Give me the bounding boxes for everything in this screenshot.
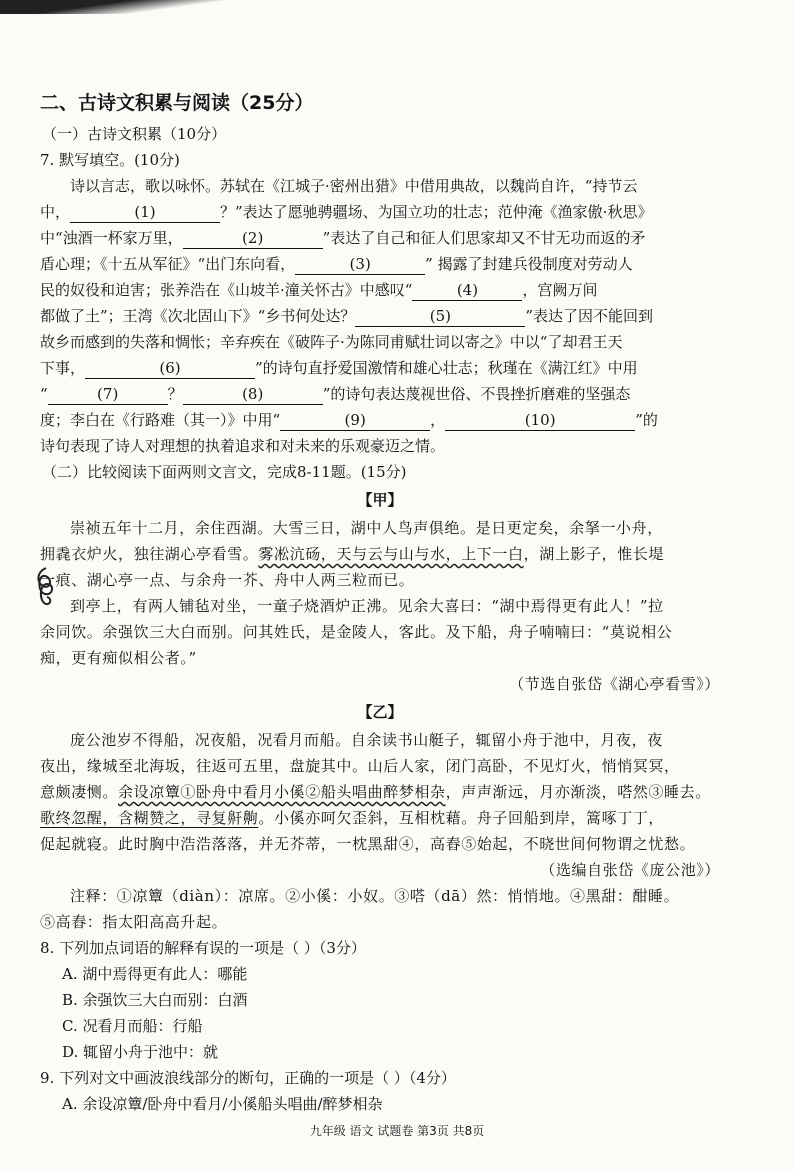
q7-line: 都做了土”；王湾《次北固山下》“乡书何处达？ (5) ”表达了因不能回到 xyxy=(40,307,654,325)
passage-line: 一痕、湖心亭一点、与余舟一芥、舟中人两三粒而已。 xyxy=(40,571,415,589)
blank-3[interactable]: (3) xyxy=(295,254,425,275)
part2-title: （二）比较阅读下面两则文言文，完成8-11题。(15分) xyxy=(42,463,407,481)
q7-line: 中“浊酒一杯家万里， (2) ”表达了自己和征人们思家却又不甘无功而返的矛 xyxy=(40,229,646,247)
blank-5[interactable]: (5) xyxy=(355,306,525,327)
q7-line: 诗句表现了诗人对理想的执着追求和对未来的乐观豪迈之情。 xyxy=(40,437,446,455)
blank-10[interactable]: (10) xyxy=(445,410,635,431)
q7-line: “ (7) ？ (8) ”的诗句表达蔑视世俗、不畏挫折磨难的坚强态 xyxy=(40,385,631,403)
passage-line: 歌终忽醒，含糊赞之，寻复鼾齁。小傒亦呵欠歪斜，互相枕藉。舟子回船到岸，篙啄丁丁， xyxy=(40,809,665,827)
q7-line: 度；李白在《行路难（其一）》中用“ (9) ， (10) ”的 xyxy=(40,411,658,429)
exam-page xyxy=(40,88,720,1117)
pen-scribble-mark xyxy=(33,564,59,614)
passage-line: 到亭上，有两人铺毡对坐，一童子烧酒炉正沸。见余大喜曰：“湖中焉得更有此人！”拉 xyxy=(70,597,664,615)
blank-1[interactable]: (1) xyxy=(70,202,220,223)
passage-yi xyxy=(40,727,720,935)
q7-line: 诗以言志，歌以咏怀。苏轼在《江城子·密州出猎》中借用典故，以魏尚自许，“持节云 xyxy=(70,177,638,195)
passage-line: 拥毳衣炉火，独往湖心亭看雪。雾凇沆砀，天与云与山与水，上下一白，湖上影子，惟长堤 xyxy=(40,545,665,563)
passage-jia xyxy=(40,515,720,697)
blank-6[interactable]: (6) xyxy=(85,358,255,379)
q8-stem: 8. 下列加点词语的解释有误的一项是（ ）（3分） xyxy=(40,939,366,957)
q7-line: 民的奴役和迫害；张养浩在《山坡羊·潼关怀古》中感叹“ (4) ，宫阙万间 xyxy=(40,281,598,299)
q8-option-a[interactable]: A. 湖中焉得更有此人：哪能 xyxy=(62,965,248,983)
passage-yi-heading: 【乙】 xyxy=(357,703,403,721)
q7-line: 下事， (6) ”的诗句直抒爱国激情和雄心壮志；秋瑾在《满江红》中用 xyxy=(40,359,638,377)
scan-edge-shadow xyxy=(0,0,230,14)
q8-option-b[interactable]: B. 余强饮三大白而别：白酒 xyxy=(62,991,248,1009)
passage-line: 庞公池岁不得船，况夜船，况看月而船。自余读书山艇子，辄留小舟于池中，月夜，夜 xyxy=(70,731,663,749)
passage-line: 夜出，缘城至北海坂，往返可五里，盘旋其中。山后人家，闭门高卧，不见灯火，悄悄冥冥， xyxy=(40,757,680,775)
passage-line: 痴，更有痴似相公者。” xyxy=(40,649,197,667)
q7-line: 盾心理；《十五从军征》“出门东向看， (3) ” 揭露了封建兵役制度对劳动人 xyxy=(40,255,633,273)
annotation: 注释：①凉簟（diàn）：凉席。②小傒：小奴。③嗒（dā）然：悄悄地。④黑甜：酣睡。 xyxy=(70,887,680,905)
underlined-text: 歌终忽醒，含糊赞之，寻复鼾齁 xyxy=(40,809,259,827)
page-footer: 九年级 语文 试题卷 第3页 共8页 xyxy=(309,1124,485,1138)
blank-8[interactable]: (8) xyxy=(183,384,323,405)
q8-option-d[interactable]: D. 辄留小舟于池中：就 xyxy=(62,1043,219,1061)
passage-line: 崇祯五年十二月，余住西湖。大雪三日，湖中人鸟声俱绝。是日更定矣，余拏一小舟， xyxy=(70,519,663,537)
q7-title: 7. 默写填空。(10分) xyxy=(40,151,180,169)
passage-source: （选编自张岱《庞公池》） xyxy=(540,861,720,879)
q9-stem: 9. 下列对文中画波浪线部分的断句，正确的一项是（ ）（4分） xyxy=(40,1069,456,1087)
part1-title: （一）古诗文积累（10分） xyxy=(42,125,227,143)
wavy-underline-text: 余设凉簟①卧舟中看月小傒②船头唱曲醉梦相杂 xyxy=(118,783,446,801)
passage-line: 余同饮。余强饮三大白而别。问其姓氏，是金陵人，客此。及下船，舟子喃喃曰：“莫说相公 xyxy=(40,623,673,641)
passage-jia-heading: 【甲】 xyxy=(357,491,403,509)
passage-source: （节选自张岱《湖心亭看雪》） xyxy=(509,675,720,693)
passage-line: 促起就寝。此时胸中浩浩落落，并无芥蒂，一枕黑甜④，高舂⑤始起，不晓世间何物谓之忧愁。 xyxy=(40,835,696,853)
section-title: 二、古诗文积累与阅读（25分） xyxy=(40,92,314,114)
q7-line: 中， (1) ？”表达了愿驰骋疆场、为国立功的壮志；范仲淹《渔家傲·秋思》 xyxy=(40,203,653,221)
blank-9[interactable]: (9) xyxy=(280,410,430,431)
q8-option-c[interactable]: C. 况看月而船：行船 xyxy=(62,1017,203,1035)
annotation: ⑤高舂：指太阳高高升起。 xyxy=(40,913,228,931)
passage-line: 意颇凄恻。余设凉簟①卧舟中看月小傒②船头唱曲醉梦相杂，声声渐远，月亦渐淡，嗒然③睡去。 xyxy=(40,783,711,801)
blank-7[interactable]: (7) xyxy=(48,384,168,405)
q7-line: 故乡而感到的失落和惆怅；辛弃疾在《破阵子·为陈同甫赋壮词以寄之》中以“了却君王天 xyxy=(40,333,623,351)
blank-2[interactable]: (2) xyxy=(183,228,323,249)
q7-body xyxy=(40,173,720,459)
blank-4[interactable]: (4) xyxy=(412,280,522,301)
q9-option-a[interactable]: A. 余设凉簟/卧舟中看月/小傒船头唱曲/醉梦相杂 xyxy=(62,1095,383,1113)
wavy-underline-text: 雾凇沆砀，天与云与山与水，上下一白 xyxy=(258,545,524,563)
